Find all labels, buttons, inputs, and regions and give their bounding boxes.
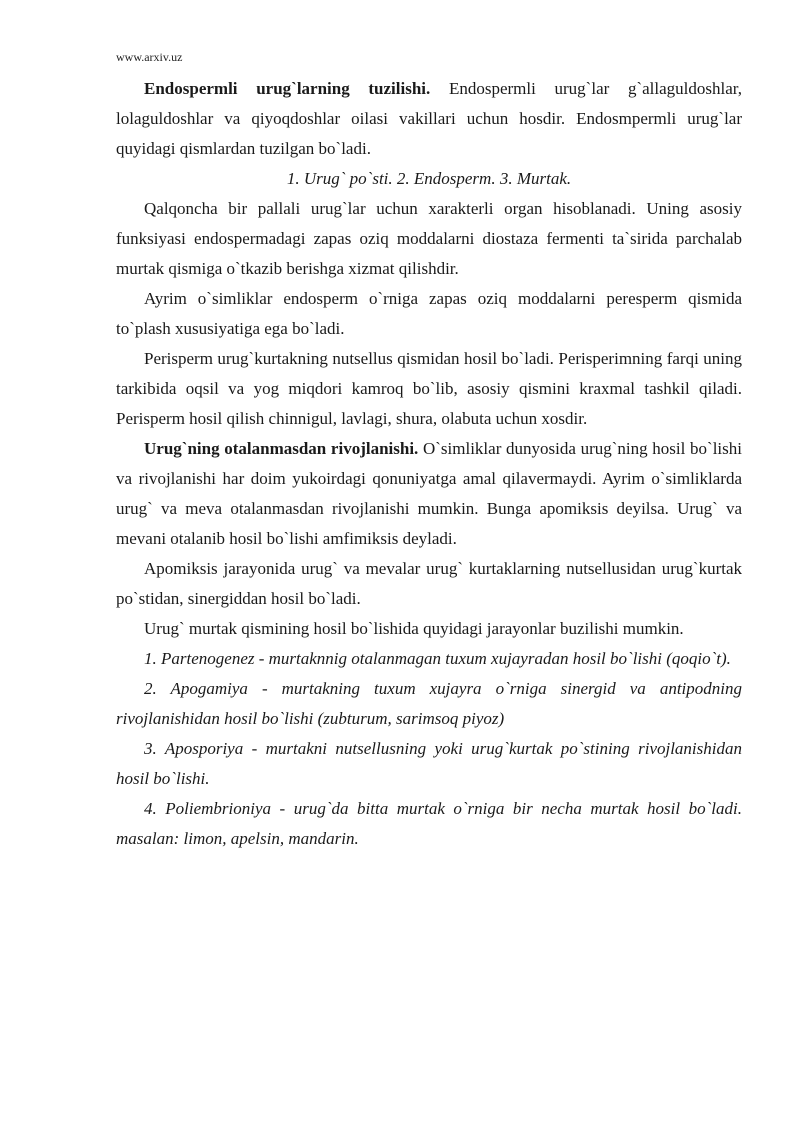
paragraph-endosperm-structure <box>116 74 742 164</box>
list-item-apogamy: 2. Apogamiya - murtakning tuxum xujayra o`rniga sinergid va antipodning rivojlanishidan hosil bo`lishi (zubturum, sarimsoq piyoz) <box>116 679 742 728</box>
heading-apomixis: Urug`ning otalanmasdan rivojlanishi. <box>144 439 419 458</box>
list-item-apospory: 3. Aposporiya - murtakni nutsellusning yoki urug`kurtak po`stining rivojlanishidan hosil bo`lishi. <box>116 739 742 788</box>
paragraph-embryo-disruption: Urug` murtak qismining hosil bo`lishida quyidagi jarayonlar buzilishi mumkin. <box>144 619 684 638</box>
list-item-parthenogenesis: 1. Partenogenez - murtaknnig otalanmagan tuxum xujayradan hosil bo`lishi (qoqio`t). <box>144 649 731 668</box>
paragraph-apomixis-process: Apomiksis jarayonida urug` va mevalar urug` kurtaklarning nutsellusidan urug`kurtak po`stidan, sinergiddan hosil bo`ladi. <box>116 559 742 608</box>
paragraph-perisperm: Perisperm urug`kurtakning nutsellus qismidan hosil bo`ladi. Perisperimning farqi uning tarkibida oqsil va yog miqdori kamroq bo`lib, asosiy qismini kraxmal tashkil qiladi. Perisperm hosil qilish chinnigul, lavlagi, shura, olabuta uchun xosdir. <box>116 349 742 428</box>
paragraph-scutellum: Qalqoncha bir pallali urug`lar uchun xarakterli organ hisoblanadi. Uning asosiy funksiyasi endospermadagi zapas oziq moddalarni diostaza fermenti ta`sirida parchalab murtak qismiga o`tkazib berishga xizmat qilishdir. <box>116 199 742 278</box>
seed-parts-list: 1. Urug` po`sti. 2. Endosperm. 3. Murtak. <box>286 169 572 188</box>
page-header-site: www.arxiv.uz <box>116 50 183 64</box>
paragraph-text: Endospermli urug`lar g`allaguldoshlar, lolaguldoshlar va qiyoqdoshlar oilasi vakillari uchun hosdir. Endosmpermli urug`lar quyidagi qismlardan tuzilgan bo`ladi. <box>116 79 742 158</box>
paragraph-text: O`simliklar dunyosida urug`ning hosil bo`lishi va rivojlanishi har doim yukoirdagi qonuniyatga amal qilavermaydi. Ayrim o`simliklarda urug` va meva otalanmasdan rivojlanishi mumkin. Bunga apomiksis deyilsa. Urug` va mevani otalanib hosil bo`lishi amfimiksis deyladi. <box>116 439 742 548</box>
paragraph-perisperm-storage: Ayrim o`simliklar endosperm o`rniga zapas oziq moddalarni peresperm qismida to`plash xususiyatiga ega bo`ladi. <box>116 289 742 338</box>
heading-endosperm-structure: Endospermli urug`larning tuzilishi. <box>144 79 431 98</box>
document-body <box>116 74 742 854</box>
paragraph-apomixis-intro <box>116 434 742 554</box>
list-item-polyembryony: 4. Poliembrioniya - urug`da bitta murtak o`rniga bir necha murtak hosil bo`ladi. masalan: limon, apelsin, mandarin. <box>116 799 742 848</box>
